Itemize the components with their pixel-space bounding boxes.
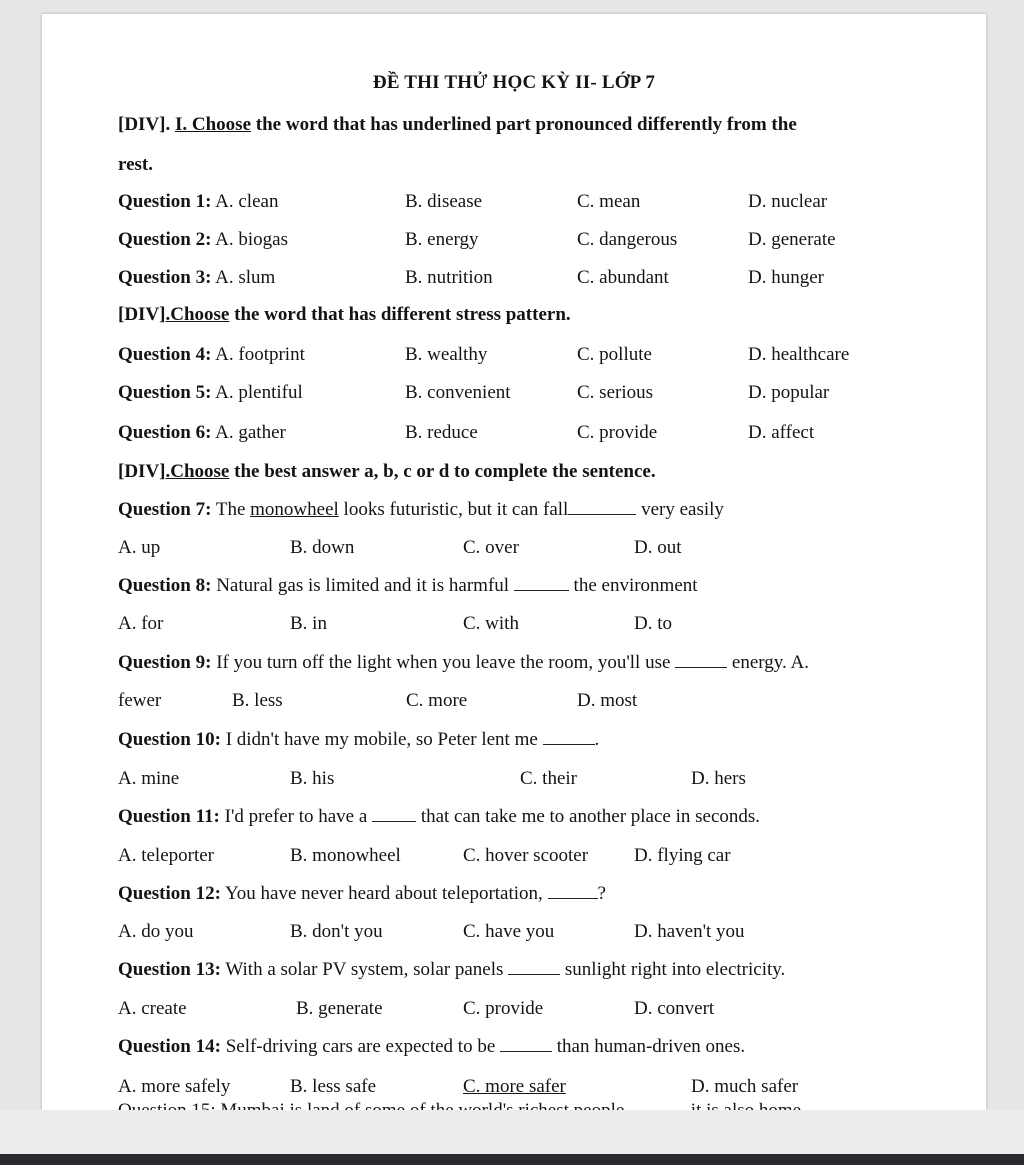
q12-option-b: B. don't you	[290, 921, 383, 942]
q7-option-c: C. over	[463, 537, 519, 558]
q7-option-a: A. up	[118, 537, 161, 558]
section-3-heading: [DIV].Choose the best answer a, b, c or d to complete the sentence.	[118, 461, 656, 482]
q13-option-c: C. provide	[463, 998, 544, 1019]
q9-option-a: fewer	[118, 690, 162, 711]
question-10: Question 10: I didn't have my mobile, so Peter lent me .	[118, 729, 600, 750]
question-5: Question 5: A. plentiful	[118, 382, 303, 403]
question-7: Question 7: The monowheel looks futuristic, but it can fall very easily	[118, 499, 724, 520]
q8-option-d: D. to	[634, 613, 672, 634]
section-1-heading: [DIV]. I. Choose the word that has underlined part pronounced differently from the	[118, 114, 797, 135]
q6-option-d: D. affect	[748, 422, 815, 443]
q10-option-b: B. his	[290, 768, 335, 789]
q10-option-c: C. their	[520, 768, 577, 789]
q3-option-d: D. hunger	[748, 267, 824, 288]
q13-option-a: A. create	[118, 998, 187, 1019]
question-13: Question 13: With a solar PV system, solar panels sunlight right into electricity.	[118, 959, 786, 980]
q4-option-b: B. wealthy	[405, 344, 488, 365]
q5-option-c: C. serious	[577, 382, 653, 403]
question-3: Question 3: A. slum	[118, 267, 276, 288]
q5-option-b: B. convenient	[405, 382, 511, 403]
q14-option-c: C. more safer	[463, 1076, 566, 1097]
section-2-heading: [DIV].Choose the word that has different stress pattern.	[118, 304, 571, 325]
q11-option-d: D. flying car	[634, 845, 731, 866]
document-page	[42, 14, 986, 1110]
q10-option-d: D. hers	[691, 768, 746, 789]
q5-option-d: D. popular	[748, 382, 830, 403]
question-14: Question 14: Self-driving cars are expected to be than human-driven ones.	[118, 1036, 746, 1057]
taskbar	[0, 1154, 1024, 1165]
q1-option-b: B. disease	[405, 191, 483, 212]
q14-option-d: D. much safer	[691, 1076, 799, 1097]
question-6: Question 6: A. gather	[118, 422, 286, 443]
q12-option-c: C. have you	[463, 921, 555, 942]
q1-option-c: C. mean	[577, 191, 641, 212]
q6-option-c: C. provide	[577, 422, 658, 443]
q4-option-c: C. pollute	[577, 344, 652, 365]
q9-option-b: B. less	[232, 690, 283, 711]
question-11: Question 11: I'd prefer to have a that can take me to another place in seconds.	[118, 806, 761, 827]
q3-option-c: C. abundant	[577, 267, 669, 288]
q14-option-b: B. less safe	[290, 1076, 377, 1097]
q11-option-b: B. monowheel	[290, 845, 401, 866]
q11-option-a: A. teleporter	[118, 845, 215, 866]
q12-option-d: D. haven't you	[634, 921, 745, 942]
q14-option-a: A. more safely	[118, 1076, 231, 1097]
q2-option-d: D. generate	[748, 229, 836, 250]
q12-option-a: A. do you	[118, 921, 194, 942]
q8-option-c: C. with	[463, 613, 519, 634]
q13-option-b: B. generate	[296, 998, 383, 1019]
viewer-bottom-area	[0, 1110, 1024, 1154]
q2-option-c: C. dangerous	[577, 229, 678, 250]
q11-option-c: C. hover scooter	[463, 845, 589, 866]
q13-option-d: D. convert	[634, 998, 715, 1019]
q8-option-b: B. in	[290, 613, 327, 634]
q2-option-b: B. energy	[405, 229, 479, 250]
question-8: Question 8: Natural gas is limited and it is harmful the environment	[118, 575, 698, 596]
question-12: Question 12: You have never heard about teleportation, ?	[118, 883, 606, 904]
question-4: Question 4: A. footprint	[118, 344, 305, 365]
q10-option-a: A. mine	[118, 768, 180, 789]
question-9: Question 9: If you turn off the light when you leave the room, you'll use energy. A.	[118, 652, 809, 673]
q1-option-d: D. nuclear	[748, 191, 828, 212]
section-1-heading-cont: rest.	[118, 154, 153, 175]
q3-option-b: B. nutrition	[405, 267, 493, 288]
q4-option-d: D. healthcare	[748, 344, 850, 365]
question-2: Question 2: A. biogas	[118, 229, 288, 250]
q9-option-c: C. more	[406, 690, 468, 711]
q6-option-b: B. reduce	[405, 422, 478, 443]
q7-option-b: B. down	[290, 537, 355, 558]
q9-option-d: D. most	[577, 690, 638, 711]
question-1: Question 1: A. clean	[118, 191, 279, 212]
q7-option-d: D. out	[634, 537, 682, 558]
exam-title: ĐỀ THI THỬ HỌC KỲ II- LỚP 7	[372, 72, 656, 93]
q8-option-a: A. for	[118, 613, 164, 634]
